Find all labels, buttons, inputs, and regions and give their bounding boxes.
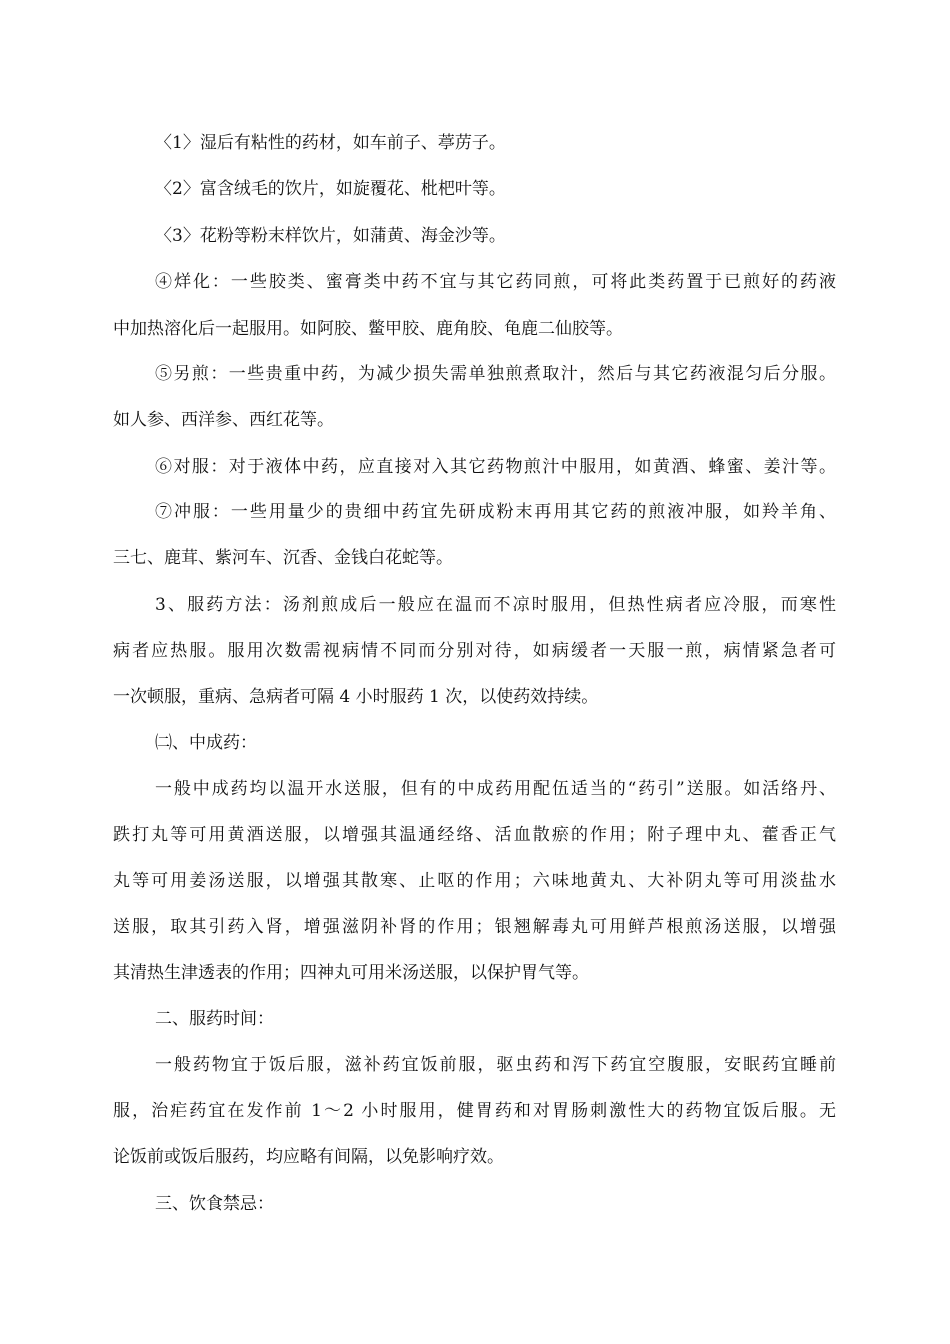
paragraph-line: 其清热生津透表的作用；四神丸可用米汤送服，以保护胃气等。 bbox=[113, 963, 589, 983]
paragraph-line: 一次顿服，重病、急病者可隔 4 小时服药 1 次，以使药效持续。 bbox=[113, 687, 599, 707]
paragraph-line: 3、服药方法：汤剂煎成后一般应在温而不凉时服用，但热性病者应冷服，而寒性 bbox=[155, 595, 836, 615]
section-heading-diet: 三、饮食禁忌： bbox=[155, 1194, 274, 1214]
section-heading-time: 二、服药时间： bbox=[155, 1009, 274, 1029]
paragraph-line: 跌打丸等可用黄酒送服，以增强其温通经络、活血散瘀的作用；附子理中丸、藿香正气 bbox=[113, 825, 836, 845]
list-item-hairy-pieces: 〈2〉富含绒毛的饮片，如旋覆花、枇杷叶等。 bbox=[155, 179, 506, 199]
paragraph-line: 论饭前或饭后服药，均应略有间隔，以免影响疗效。 bbox=[113, 1147, 504, 1167]
paragraph-line: 服，治疟药宜在发作前 1～2 小时服用，健胃药和对胃肠刺激性大的药物宜饭后服。无 bbox=[113, 1101, 836, 1121]
paragraph-line: 病者应热服。服用次数需视病情不同而分别对待，如病缓者一天服一煎，病情紧急者可 bbox=[113, 641, 836, 661]
list-item-sticky-herbs: 〈1〉湿后有粘性的药材，如车前子、葶苈子。 bbox=[155, 133, 506, 153]
paragraph-line: ⑦冲服：一些用量少的贵细中药宜先研成粉末再用其它药的煎液冲服，如羚羊角、 bbox=[155, 502, 836, 522]
paragraph-line: 一般中成药均以温开水送服，但有的中成药用配伍适当的“药引”送服。如活络丹、 bbox=[155, 779, 836, 799]
section-heading-zhongchengyao: ㈡、中成药： bbox=[155, 733, 257, 753]
paragraph-line: 中加热溶化后一起服用。如阿胶、鳖甲胶、鹿角胶、龟鹿二仙胶等。 bbox=[113, 319, 623, 339]
paragraph-line: 三七、鹿茸、紫河车、沉香、金钱白花蛇等。 bbox=[113, 548, 453, 568]
paragraph-line: 丸等可用姜汤送服，以增强其散寒、止呕的作用；六味地黄丸、大补阴丸等可用淡盐水 bbox=[113, 871, 836, 891]
paragraph-line: 如人参、西洋参、西红花等。 bbox=[113, 410, 334, 430]
list-item-powder-pieces: 〈3〉花粉等粉末样饮片，如蒲黄、海金沙等。 bbox=[155, 226, 506, 246]
paragraph-line: ⑥对服：对于液体中药，应直接对入其它药物煎汁中服用，如黄酒、蜂蜜、姜汁等。 bbox=[155, 457, 836, 477]
paragraph-line: ⑤另煎：一些贵重中药，为减少损失需单独煎煮取汁，然后与其它药液混匀后分服。 bbox=[155, 364, 836, 384]
paragraph-line: ④烊化：一些胶类、蜜膏类中药不宜与其它药同煎，可将此类药置于已煎好的药液 bbox=[155, 272, 836, 292]
paragraph-line: 一般药物宜于饭后服，滋补药宜饭前服，驱虫药和泻下药宜空腹服，安眠药宜睡前 bbox=[155, 1055, 836, 1075]
paragraph-line: 送服，取其引药入肾，增强滋阴补肾的作用；银翘解毒丸可用鲜芦根煎汤送服，以增强 bbox=[113, 917, 836, 937]
